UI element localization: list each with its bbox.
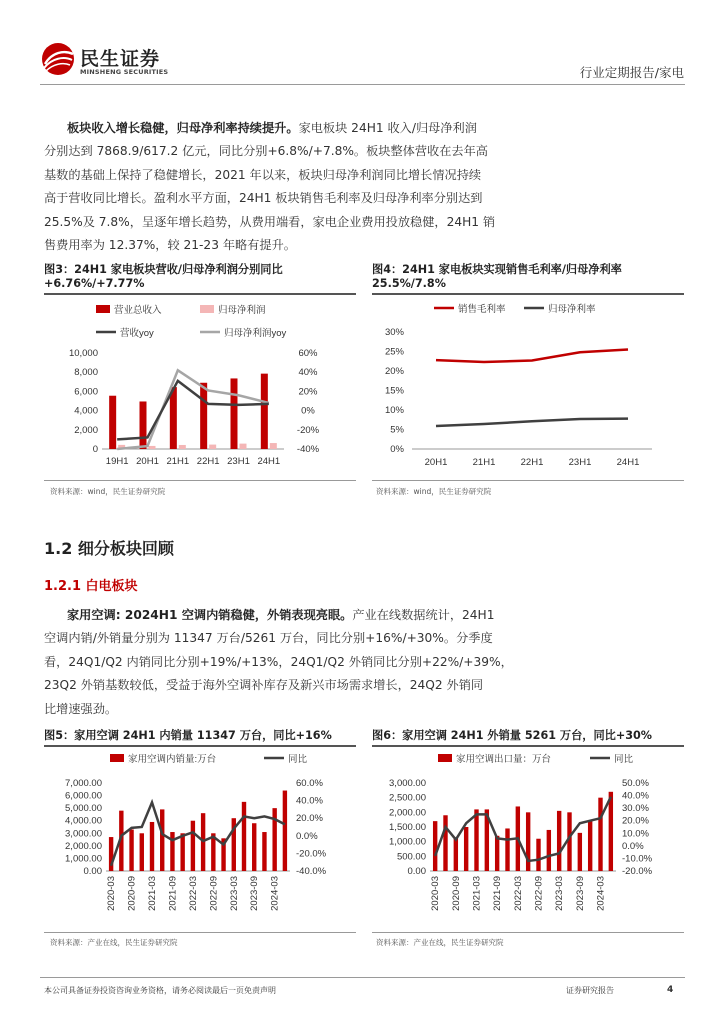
y-tick-label: 1,000.00: [389, 836, 426, 848]
bar-volume: [495, 836, 499, 871]
figure-5-source-rule: [44, 932, 356, 933]
figure-title-line: 图4：24H1 家电板块实现销售毛利率/归母净利率: [372, 263, 622, 276]
y2-tick-label: 10.0%: [622, 828, 649, 840]
legend-swatch: [438, 754, 452, 762]
y-tick-label: 5,000.00: [65, 803, 102, 815]
legend-label: 同比: [614, 754, 634, 765]
paragraph-line: 看，24Q1/Q2 内销同比分别+19%/+13%，24Q1/Q2 外销同比分别+22%/+39%，: [44, 654, 513, 669]
x-tick-label: 2022-09: [533, 876, 545, 911]
figure-5-title: 图5：家用空调 24H1 内销量 11347 万台，同比+16%: [44, 729, 332, 742]
figure-title-line: +6.76%/+7.77%: [44, 277, 145, 290]
y-tick-label: 10%: [384, 405, 404, 416]
y-tick-label: 4,000.00: [65, 815, 102, 827]
paragraph-line: 家电板块 24H1 收入/归母净利润: [298, 121, 477, 135]
bar-volume: [578, 833, 582, 871]
x-tick-label: 20H1: [136, 456, 159, 467]
figure-4-source: 资料来源：wind，民生证券研究院: [376, 487, 492, 496]
bar-volume: [443, 815, 447, 871]
y2-tick-label: -20%: [296, 424, 320, 436]
x-tick-label: 2021-09: [167, 876, 179, 911]
bar-revenue: [109, 396, 116, 449]
bar-net-profit: [179, 445, 186, 449]
bar-volume: [160, 809, 164, 871]
y-tick-label: 1,000.00: [65, 853, 102, 865]
legend-label: 营收yoy: [120, 328, 154, 339]
line-yoy: [111, 802, 285, 865]
bar-volume: [150, 822, 154, 871]
bar-revenue: [200, 383, 207, 449]
y2-tick-label: 40%: [298, 367, 318, 379]
paragraph-line: 高于营收同比增长。盈利水平方面，24H1 板块销售毛利率及归母净利率分别达到: [44, 191, 483, 206]
y-tick-label: 2,000: [74, 424, 98, 436]
bar-revenue: [140, 401, 147, 449]
figure-4-rule: [372, 293, 684, 295]
bar-revenue: [231, 378, 238, 449]
figure-5-rule: [44, 745, 356, 747]
section-heading: 1.2 细分板块回顾: [44, 539, 174, 558]
figure-6-source-rule: [372, 932, 684, 933]
x-tick-label: 23H1: [227, 456, 250, 467]
y2-tick-label: 0.0%: [296, 830, 318, 842]
line-yoy: [435, 797, 611, 861]
y2-tick-label: 40.0%: [296, 795, 323, 807]
figure-5-source: 资料来源：产业在线，民生证券研究院: [50, 938, 178, 947]
y-tick-label: 30%: [384, 327, 404, 338]
figure-3-rule: [44, 293, 356, 295]
y-tick-label: 2,000.00: [65, 840, 102, 852]
figure-6-title: 图6：家用空调 24H1 外销量 5261 万台，同比+30%: [372, 729, 652, 742]
paragraph-lead: 板块收入增长稳健，归母净利率持续提升。: [67, 121, 299, 135]
y2-tick-label: 40.0%: [622, 790, 649, 802]
y-tick-label: 6,000.00: [65, 790, 102, 802]
y-tick-label: 0: [92, 444, 98, 455]
footer-disclaimer: 本公司具备证券投资咨询业务资格，请务必阅读最后一页免责声明: [44, 986, 276, 995]
x-tick-label: 2020-09: [126, 876, 138, 911]
y-tick-label: 500.00: [396, 851, 426, 863]
paragraph-line: 25.5%及 7.8%，呈逐年增长趋势，从费用端看，家电企业费用投放稳健，24H1 销: [44, 214, 496, 229]
x-tick-label: 2020-03: [106, 876, 118, 911]
figure-4-chart: [372, 297, 684, 477]
bar-volume: [180, 833, 184, 871]
figure-title-line: 图3：24H1 家电板块营收/归母净利润分别同比: [44, 263, 283, 276]
x-tick-label: 24H1: [616, 457, 640, 468]
y2-tick-label: 0.0%: [622, 840, 644, 852]
x-tick-label: 21H1: [472, 457, 496, 468]
subsection-heading: 1.2.1 白电板块: [44, 579, 138, 594]
y-tick-label: 8,000: [74, 367, 98, 379]
y-tick-label: 7,000.00: [65, 778, 102, 789]
y2-tick-label: 50.0%: [622, 778, 649, 789]
y2-tick-label: -40%: [296, 444, 320, 455]
legend-swatch: [110, 754, 124, 762]
bar-volume: [191, 821, 195, 871]
paragraph-line: 产业在线数据统计，24H1: [352, 608, 495, 622]
x-tick-label: 2022-03: [187, 876, 199, 911]
bar-volume: [598, 798, 602, 871]
y2-tick-label: 20.0%: [296, 813, 323, 825]
y-tick-label: 0%: [390, 444, 404, 455]
y-tick-label: 3,000.00: [65, 828, 102, 840]
figure-4-source-rule: [372, 480, 684, 481]
bar-volume: [433, 821, 437, 871]
bar-volume: [547, 830, 551, 871]
y-tick-label: 2,000.00: [389, 807, 426, 819]
report-category: 行业定期报告/家电: [579, 65, 684, 80]
figure-6-chart: [372, 750, 684, 928]
bar-revenue: [261, 374, 268, 449]
legend-label: 家用空调内销量:万台: [128, 754, 217, 765]
x-tick-label: 22H1: [196, 456, 220, 467]
legend-label: 归母净利润yoy: [224, 328, 287, 339]
y-tick-label: 0.00: [83, 866, 102, 877]
x-tick-label: 2023-03: [228, 876, 240, 911]
legend-label: 归母净利率: [548, 304, 596, 315]
y-tick-label: 20%: [384, 366, 404, 377]
paragraph-line: 比增速强劲。: [44, 701, 118, 716]
y-tick-label: 5%: [390, 424, 404, 436]
legend-swatch: [200, 305, 214, 313]
figure-6-rule: [372, 745, 684, 747]
legend-swatch: [96, 305, 110, 313]
line-gross-margin: [436, 350, 628, 362]
y2-tick-label: 60.0%: [296, 778, 323, 789]
x-tick-label: 23H1: [568, 457, 592, 468]
paragraph-line: 23Q2 外销基数较低，受益于海外空调补库存及新兴市场需求增长，24Q2 外销同: [44, 678, 484, 693]
bar-volume: [454, 837, 458, 871]
bar-volume: [609, 792, 613, 871]
y2-tick-label: -40.0%: [296, 866, 327, 877]
bar-net-profit: [270, 443, 277, 449]
y2-tick-label: -20.0%: [296, 848, 327, 860]
bar-net-profit: [240, 444, 247, 449]
figure-5-chart: [44, 750, 356, 928]
footer-divider: [40, 977, 685, 978]
y2-tick-label: 20%: [298, 386, 318, 398]
x-tick-label: 2020-03: [430, 876, 442, 911]
paragraph-line: 空调内销/外销量分别为 11347 万台/5261 万台，同比分别+16%/+30%。分季度: [44, 631, 493, 646]
bar-volume: [262, 832, 266, 871]
figure-4-title: [372, 263, 622, 291]
x-tick-label: 20H1: [424, 457, 448, 468]
bar-volume: [557, 811, 561, 871]
line-net-margin: [436, 419, 628, 426]
x-tick-label: 2023-09: [574, 876, 586, 911]
x-tick-label: 2021-03: [147, 876, 158, 911]
bar-volume: [588, 821, 592, 871]
paragraph-air-conditioner: [44, 604, 684, 721]
bar-volume: [252, 823, 256, 871]
header-divider: [40, 84, 685, 85]
y-tick-label: 1,500.00: [389, 822, 426, 833]
bar-volume: [505, 828, 509, 871]
x-tick-label: 2022-03: [512, 876, 524, 911]
bar-net-profit: [149, 446, 156, 449]
bar-volume: [109, 837, 113, 871]
x-tick-label: 2022-09: [208, 876, 220, 911]
bar-volume: [283, 791, 287, 871]
x-tick-label: 2024-03: [269, 876, 281, 911]
legend-label: 家用空调出口量：万台: [456, 754, 552, 765]
y2-tick-label: 30.0%: [622, 803, 649, 815]
logo-subtext: MINSHENG SECURITIES: [80, 68, 169, 76]
x-tick-label: 2023-03: [554, 876, 566, 911]
y-tick-label: 0.00: [407, 866, 426, 877]
minsheng-logo-icon: [40, 42, 76, 76]
paragraph-sector-revenue: [44, 117, 684, 257]
bar-volume: [140, 833, 144, 871]
legend-label: 同比: [288, 754, 308, 765]
logo-text: 民生证券: [80, 48, 161, 70]
paragraph-line: 基数的基础上保持了稳健增长，2021 年以来，板块归母净利润同比增长情况持续: [44, 167, 482, 182]
x-tick-label: 24H1: [257, 456, 281, 467]
y-tick-label: 3,000.00: [389, 778, 426, 789]
footer-report-type: 证券研究报告: [566, 986, 614, 995]
y2-tick-label: -20.0%: [622, 866, 653, 877]
bar-net-profit: [209, 445, 216, 449]
figure-3-title: [44, 263, 283, 291]
paragraph-line: 售费用率为 12.37%，较 21-23 年略有提升。: [44, 238, 296, 253]
x-tick-label: 2023-09: [249, 876, 261, 911]
y2-tick-label: 60%: [298, 348, 318, 359]
x-tick-label: 2020-09: [450, 876, 462, 911]
y2-tick-label: 20.0%: [622, 815, 649, 827]
y-tick-label: 2,500.00: [389, 792, 426, 804]
x-tick-label: 22H1: [520, 457, 544, 468]
y2-tick-label: 0%: [301, 405, 315, 417]
legend-label: 营业总收入: [114, 305, 162, 316]
bar-volume: [536, 839, 540, 871]
bar-volume: [242, 802, 246, 871]
figure-3-chart: [44, 297, 356, 477]
bar-volume: [474, 809, 478, 871]
x-tick-label: 2024-03: [595, 876, 607, 911]
bar-volume: [129, 830, 133, 871]
y2-tick-label: -10.0%: [622, 853, 653, 865]
bar-volume: [464, 827, 468, 871]
y-tick-label: 25%: [384, 346, 404, 358]
figure-title-line: 25.5%/7.8%: [372, 277, 446, 290]
figure-3-source-rule: [44, 480, 356, 481]
x-tick-label: 2021-09: [492, 876, 504, 911]
y-tick-label: 6,000: [74, 386, 98, 398]
page-number: 4: [667, 985, 674, 995]
paragraph-line: 分别达到 7868.9/617.2 亿元，同比分别+6.8%/+7.8%。板块整体营收在去年高: [44, 144, 488, 159]
x-tick-label: 19H1: [105, 456, 129, 467]
figure-3-source: 资料来源：wind，民生证券研究院: [50, 487, 166, 496]
figure-6-source: 资料来源：产业在线，民生证券研究院: [376, 938, 504, 947]
y-tick-label: 10,000: [68, 348, 98, 359]
legend-label: 销售毛利率: [458, 304, 506, 315]
x-tick-label: 2021-03: [471, 876, 483, 911]
legend-label: 归母净利润: [218, 305, 266, 316]
x-tick-label: 21H1: [166, 456, 190, 467]
y-tick-label: 15%: [384, 385, 404, 397]
y-tick-label: 4,000: [74, 405, 98, 417]
paragraph-lead: 家用空调: 2024H1 空调内销稳健，外销表现亮眼。: [67, 608, 353, 622]
